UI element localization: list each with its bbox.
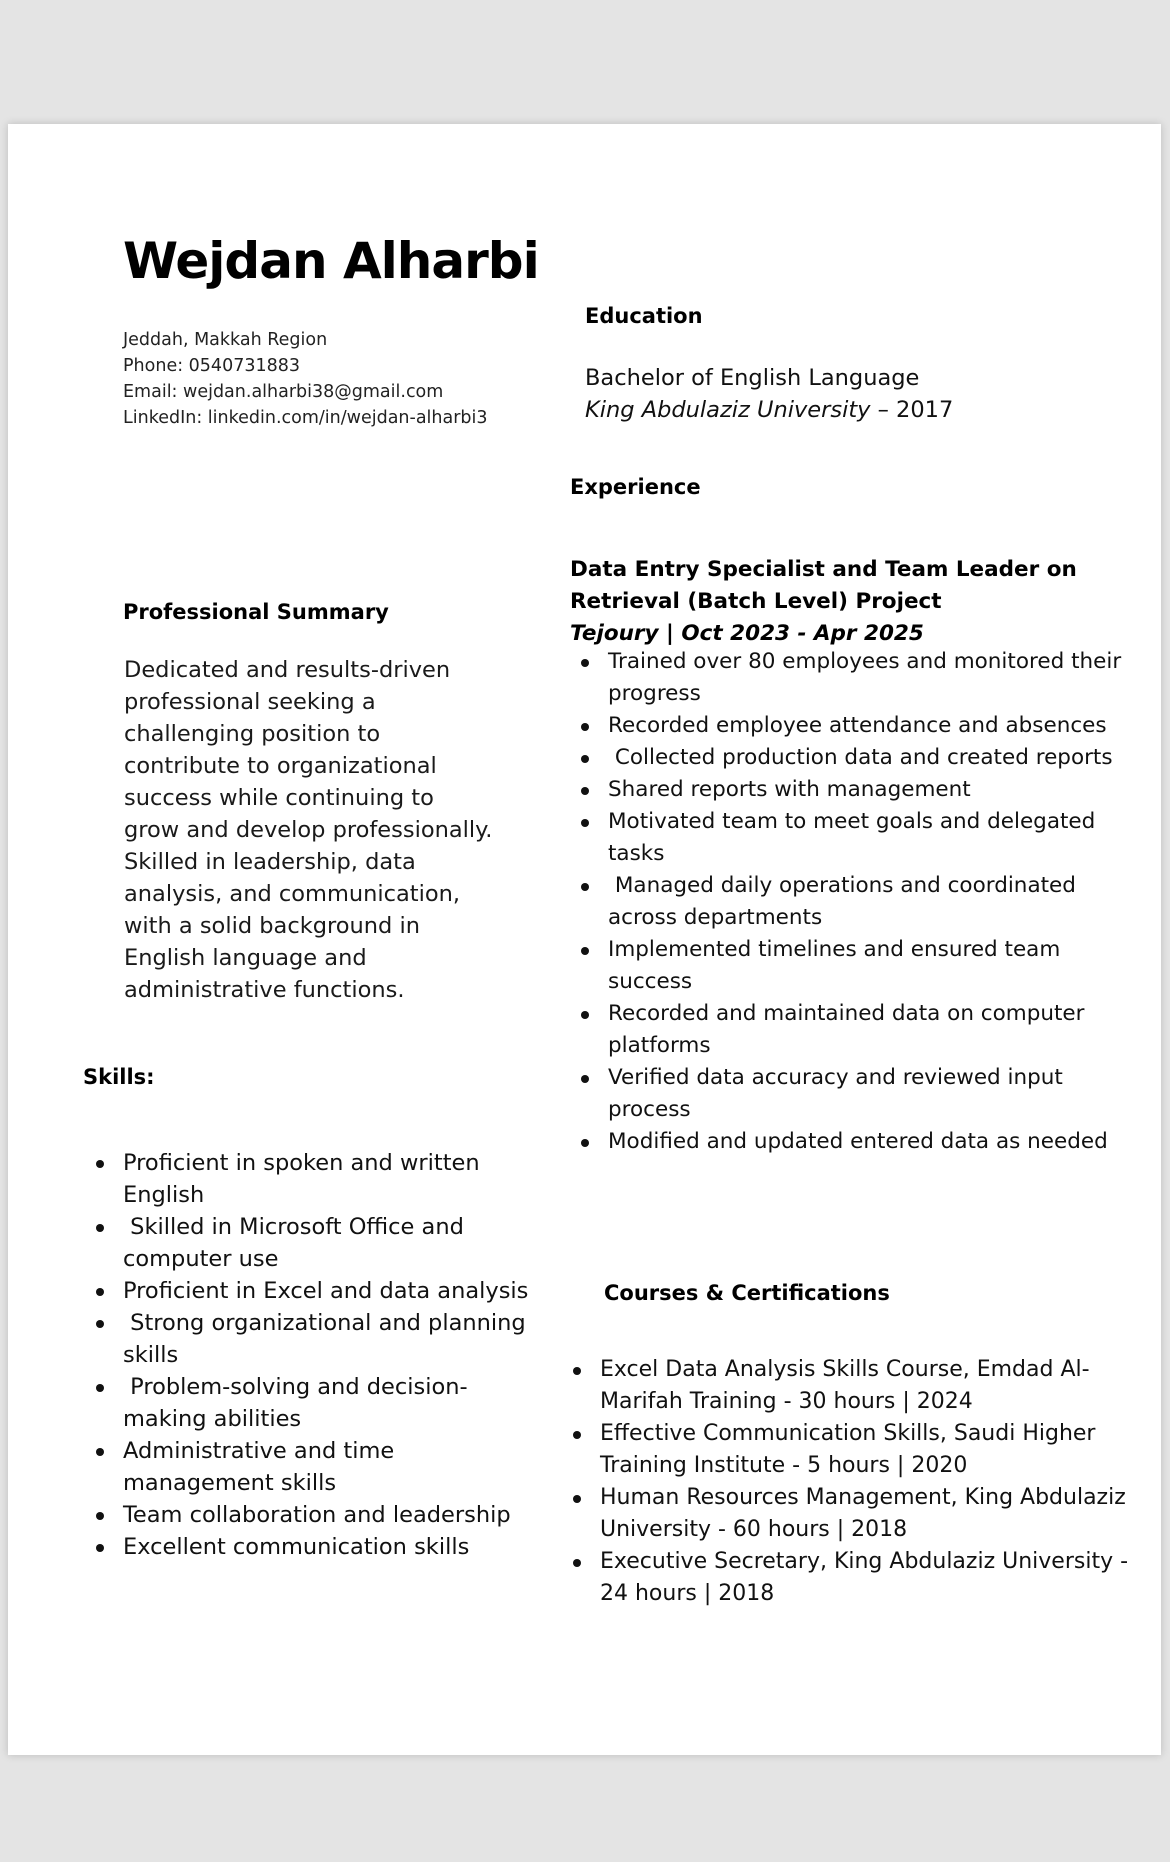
bullet-icon — [96, 1448, 104, 1456]
bullet-icon — [581, 723, 589, 731]
institution: King Abdulaziz University — [585, 397, 871, 423]
skill-item — [123, 1371, 533, 1435]
course-item-text: Human Resources Management, King Abdulaziz University - 60 hours | 2018 — [600, 1485, 1133, 1542]
experience-bullet-text: Recorded and maintained data on computer platforms — [608, 1001, 1092, 1058]
experience-bullet — [608, 870, 1128, 934]
experience-bullet-text: Modified and updated entered data as needed — [608, 1129, 1108, 1154]
bullet-icon — [96, 1544, 104, 1552]
skills-heading: Skills: — [83, 1065, 155, 1089]
degree: Bachelor of English Language — [585, 365, 920, 391]
experience-bullet-text: Verified data accuracy and reviewed input process — [608, 1065, 1070, 1122]
bullet-icon — [581, 819, 589, 827]
experience-bullet — [608, 934, 1128, 998]
course-item — [600, 1354, 1140, 1418]
course-item-text: Effective Communication Skills, Saudi Higher Training Institute - 5 hours | 2020 — [600, 1421, 1103, 1478]
courses-heading: Courses & Certifications — [604, 1281, 890, 1305]
experience-bullet — [608, 646, 1128, 710]
bullet-icon — [573, 1367, 581, 1375]
experience-bullet-text: Trained over 80 employees and monitored their progress — [608, 649, 1129, 706]
experience-bullet-text: Collected production data and created reports — [608, 745, 1113, 770]
skill-item-text: Skilled in Microsoft Office and computer use — [123, 1214, 472, 1272]
linkedin: LinkedIn: linkedin.com/in/wejdan-alharbi3 — [123, 408, 488, 428]
contact-info — [123, 327, 488, 431]
resume-page — [8, 124, 1161, 1755]
bullet-icon — [581, 755, 589, 763]
skill-item — [123, 1147, 533, 1211]
course-item-text: Excel Data Analysis Skills Course, Emdad Al-Marifah Training - 30 hours | 2024 — [600, 1357, 1090, 1414]
course-item — [600, 1546, 1140, 1610]
education-heading: Education — [585, 304, 703, 328]
skill-item — [123, 1211, 533, 1275]
bullet-icon — [96, 1320, 104, 1328]
skill-item-text: Administrative and time management skills — [123, 1438, 402, 1496]
skill-item — [123, 1531, 533, 1563]
course-item — [600, 1418, 1140, 1482]
education-entry — [585, 362, 953, 426]
course-item-text: Executive Secretary, King Abdulaziz University - 24 hours | 2018 — [600, 1549, 1136, 1606]
bullet-icon — [96, 1384, 104, 1392]
bullet-icon — [581, 883, 589, 891]
candidate-name: Wejdan Alharbi — [123, 232, 539, 290]
job-title-line1: Data Entry Specialist and Team Leader on — [570, 557, 1077, 582]
bullet-icon — [581, 1011, 589, 1019]
skill-item-text: Team collaboration and leadership — [123, 1502, 511, 1528]
bullet-icon — [581, 787, 589, 795]
experience-bullet — [608, 710, 1128, 742]
experience-bullet-text: Implemented timelines and ensured team success — [608, 937, 1068, 994]
skill-item-text: Strong organizational and planning skills — [123, 1310, 533, 1368]
experience-bullet — [608, 774, 1128, 806]
experience-bullet — [608, 1126, 1128, 1158]
summary-heading: Professional Summary — [123, 600, 389, 624]
experience-bullet — [608, 742, 1128, 774]
experience-bullet-text: Recorded employee attendance and absences — [608, 713, 1107, 738]
skill-item-text: Proficient in spoken and written English — [123, 1150, 487, 1208]
summary-text: Dedicated and results-driven professional seeking a challenging position to contribute to organizational success while continuing to grow and develop professionally. Skilled in leadership, data analysis, and communication, with a solid background in English language and administrative functions. — [124, 657, 493, 1003]
experience-heading: Experience — [570, 475, 701, 499]
experience-bullet-text: Managed daily operations and coordinated across departments — [608, 873, 1083, 930]
bullet-icon — [581, 947, 589, 955]
bullet-icon — [96, 1288, 104, 1296]
skill-item — [123, 1499, 533, 1531]
location: Jeddah, Makkah Region — [123, 330, 328, 350]
course-item — [600, 1482, 1140, 1546]
graduation-year: – 2017 — [870, 397, 954, 423]
bullet-icon — [573, 1431, 581, 1439]
bullet-icon — [581, 1075, 589, 1083]
experience-bullets — [608, 646, 1128, 1158]
bullet-icon — [96, 1160, 104, 1168]
skill-item-text: Problem-solving and decision-making abilities — [123, 1374, 468, 1432]
bullet-icon — [581, 1139, 589, 1147]
skill-item-text: Proficient in Excel and data analysis — [123, 1278, 529, 1304]
bullet-icon — [96, 1224, 104, 1232]
job-header — [570, 554, 1090, 650]
bullet-icon — [573, 1559, 581, 1567]
experience-bullet — [608, 1062, 1128, 1126]
skill-item-text: Excellent communication skills — [123, 1534, 470, 1560]
skill-item — [123, 1275, 533, 1307]
email: Email: wejdan.alharbi38@gmail.com — [123, 382, 444, 402]
skills-list — [123, 1147, 533, 1563]
bullet-icon — [581, 659, 589, 667]
skill-item — [123, 1435, 533, 1499]
experience-bullet — [608, 998, 1128, 1062]
skill-item — [123, 1307, 533, 1371]
phone: Phone: 0540731883 — [123, 356, 301, 376]
experience-bullet-text: Shared reports with management — [608, 777, 971, 802]
courses-list — [600, 1354, 1140, 1610]
company-dates: Tejoury | Oct 2023 - Apr 2025 — [570, 621, 924, 646]
experience-bullet — [608, 806, 1128, 870]
bullet-icon — [573, 1495, 581, 1503]
job-title-line2: Retrieval (Batch Level) Project — [570, 589, 942, 614]
experience-bullet-text: Motivated team to meet goals and delegated tasks — [608, 809, 1103, 866]
bullet-icon — [96, 1512, 104, 1520]
